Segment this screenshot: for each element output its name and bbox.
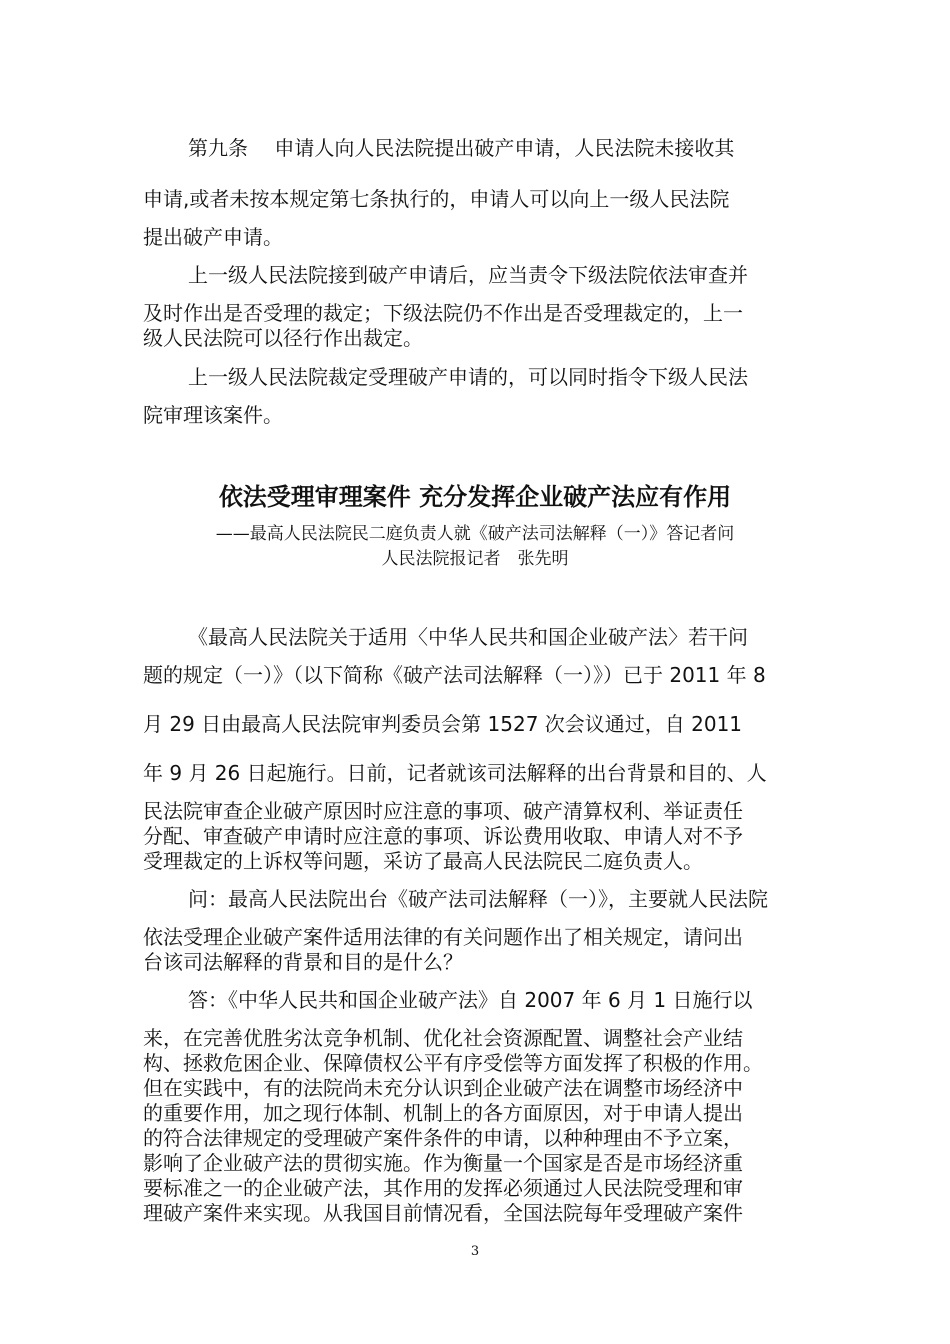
text-line: 要标准之一的企业破产法，其作用的发挥必须通过人民法院受理和审 bbox=[143, 1176, 743, 1200]
text-line: 民法院审查企业破产原因时应注意的事项、破产清算权利、举证责任 bbox=[143, 799, 743, 823]
text-line: 院审理该案件。 bbox=[143, 403, 283, 427]
text-line: 但在实践中，有的法院尚未充分认识到企业破产法在调整市场经济中 bbox=[143, 1076, 743, 1100]
article-byline: 人民法院报记者 张先明 bbox=[381, 549, 569, 569]
page-number: 3 bbox=[470, 1244, 480, 1259]
text-line: 及时作出是否受理的裁定；下级法院仍不作出是否受理裁定的，上一 bbox=[143, 301, 743, 325]
text-line: 问：最高人民法院出台《破产法司法解释（一）》，主要就人民法院 bbox=[188, 887, 768, 911]
text-line: 第九条 申请人向人民法院提出破产申请，人民法院未接收其 bbox=[188, 136, 735, 160]
text-line: 申请,或者未按本规定第七条执行的，申请人可以向上一级人民法院 bbox=[143, 187, 730, 211]
text-line: 上一级人民法院裁定受理破产申请的，可以同时指令下级人民法 bbox=[188, 365, 748, 389]
text-line: 答：《中华人民共和国企业破产法》自 2007 年 6 月 1 日施行以 bbox=[188, 988, 753, 1012]
text-line: 台该司法解释的背景和目的是什么？ bbox=[143, 950, 463, 974]
text-line: 受理裁定的上诉权等问题，采访了最高人民法院民二庭负责人。 bbox=[143, 849, 703, 873]
text-line: 年 9 月 26 日起施行。日前，记者就该司法解释的出台背景和目的、人 bbox=[143, 761, 767, 785]
text-line: 月 29 日由最高人民法院审判委员会第 1527 次会议通过，自 2011 bbox=[143, 712, 743, 736]
text-line: 影响了企业破产法的贯彻实施。作为衡量一个国家是否是市场经济重 bbox=[143, 1151, 743, 1175]
text-line: 构、拯救危困企业、保障债权公平有序受偿等方面发挥了积极的作用。 bbox=[143, 1051, 763, 1075]
article-title: 依法受理审理案件 充分发挥企业破产法应有作用 bbox=[218, 483, 732, 511]
text-line: 分配、审查破产申请时应注意的事项、诉讼费用收取、申请人对不予 bbox=[143, 824, 743, 848]
text-line: 理破产案件来实现。从我国目前情况看，全国法院每年受理破产案件 bbox=[143, 1201, 743, 1225]
text-line: 上一级人民法院接到破产申请后，应当责令下级法院依法审查并 bbox=[188, 263, 748, 287]
article-subtitle: ——最高人民法院民二庭负责人就《破产法司法解释（一）》答记者问 bbox=[215, 524, 735, 544]
text-line: 的符合法律规定的受理破产案件条件的申请，以种种理由不予立案， bbox=[143, 1126, 743, 1150]
text-line: 级人民法院可以径行作出裁定。 bbox=[143, 326, 423, 350]
text-line: 的重要作用，加之现行体制、机制上的各方面原因，对于申请人提出 bbox=[143, 1101, 743, 1125]
text-line: 提出破产申请。 bbox=[143, 225, 283, 249]
text-line: 来，在完善优胜劣汰竞争机制、优化社会资源配置、调整社会产业结 bbox=[143, 1026, 743, 1050]
text-line: 《最高人民法院关于适用〈中华人民共和国企业破产法〉若干问 bbox=[188, 625, 748, 649]
text-line: 题的规定（一）》（以下简称《破产法司法解释（一）》）已于 2011 年 8 bbox=[143, 663, 766, 687]
text-line: 依法受理企业破产案件适用法律的有关问题作出了相关规定，请问出 bbox=[143, 925, 743, 949]
